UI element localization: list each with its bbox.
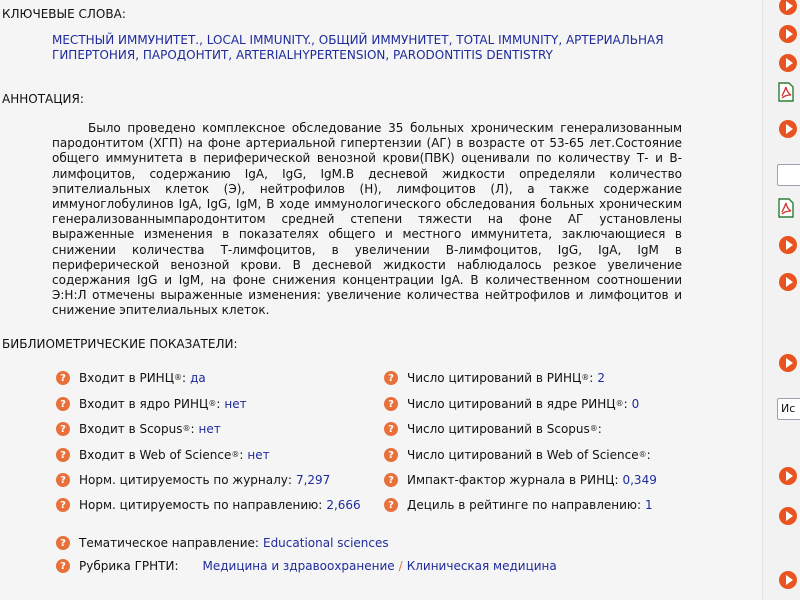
help-icon[interactable]: ? xyxy=(384,473,398,487)
biblio-label: Норм. цитируемость по журналу xyxy=(79,473,288,487)
keyword-link[interactable]: TOTAL IMMUNITY xyxy=(456,33,559,47)
biblio-label: Входит в Web of Science xyxy=(79,448,232,462)
biblio-row: ? Входит в Web of Science ® : нет xyxy=(56,447,270,463)
play-icon[interactable] xyxy=(779,120,797,138)
keywords-list: МЕСТНЫЙ ИММУНИТЕТ., LOCAL IMMUNITY., ОБЩИЙ ИММУНИТЕТ, TOTAL IMMUNITY, АРТЕРИАЛЬНАЯ ГИПЕРТОНИЯ, ПАРОДОНТИТ, ARTERIALHYPERTENSION, PARODONTITIS DENTISTRY xyxy=(52,33,664,62)
thematic-label: Тематическое направление: xyxy=(79,536,259,550)
biblio-value[interactable]: 2 xyxy=(597,371,605,385)
biblio-value[interactable]: нет xyxy=(247,448,270,462)
rubric-label: Рубрика ГРНТИ: xyxy=(79,559,179,573)
biblio-row xyxy=(384,472,657,488)
play-icon[interactable] xyxy=(779,273,797,291)
biblio-label: Число цитирований в Web of Science xyxy=(407,448,639,462)
help-icon[interactable]: ? xyxy=(384,498,398,512)
help-icon[interactable]: ? xyxy=(56,448,70,462)
thematic-row xyxy=(56,535,389,551)
help-icon[interactable]: ? xyxy=(56,559,70,573)
colon: : xyxy=(216,397,221,411)
biblio-label: Входит в Scopus xyxy=(79,422,183,436)
biblio-row: ? Число цитирований в Web of Science ® : xyxy=(384,447,651,463)
pdf-icon[interactable] xyxy=(777,82,795,102)
keyword-link[interactable]: PARODONTITIS DENTISTRY xyxy=(393,48,553,62)
biblio-row: ? Число цитирований в Scopus ® : xyxy=(384,421,602,437)
biblio-row xyxy=(384,497,653,513)
right-sidebar xyxy=(762,0,800,600)
help-icon[interactable]: ? xyxy=(384,371,398,385)
colon: : xyxy=(318,498,323,512)
biblio-value[interactable]: 0 xyxy=(631,397,640,411)
biblio-row: ? Входит в РИНЦ ® : да xyxy=(56,370,206,386)
colon: : xyxy=(239,448,244,462)
help-icon[interactable]: ? xyxy=(56,536,70,550)
keyword-link[interactable]: LOCAL IMMUNITY. xyxy=(206,33,312,47)
rubric-link[interactable]: Клиническая медицина xyxy=(406,559,557,573)
keyword-link[interactable]: ARTERIALHYPERTENSION xyxy=(235,48,386,62)
pdf-icon[interactable] xyxy=(777,198,795,218)
help-icon[interactable]: ? xyxy=(56,422,70,436)
play-icon[interactable] xyxy=(779,54,797,72)
biblio-label: Норм. цитируемость по направлению xyxy=(79,498,319,512)
colon: : xyxy=(637,498,642,512)
help-icon[interactable]: ? xyxy=(384,422,398,436)
biblio-heading: БИБЛИОМЕТРИЧЕСКИЕ ПОКАЗАТЕЛИ: xyxy=(2,337,238,351)
keyword-link[interactable]: ОБЩИЙ ИММУНИТЕТ xyxy=(318,33,449,47)
thematic-link[interactable]: Educational sciences xyxy=(262,536,389,550)
play-icon[interactable] xyxy=(779,571,797,589)
help-icon[interactable]: ? xyxy=(56,371,70,385)
biblio-value[interactable]: 7,297 xyxy=(295,473,331,487)
colon: : xyxy=(190,422,195,436)
keyword-link[interactable]: ПАРОДОНТИТ xyxy=(142,48,229,62)
keyword-link[interactable]: АРТЕРИАЛЬНАЯ ГИПЕРТОНИЯ xyxy=(52,33,664,62)
biblio-value[interactable]: нет xyxy=(224,397,247,411)
biblio-label: Входит в РИНЦ xyxy=(79,371,175,385)
biblio-row: ? Входит в ядро РИНЦ ® : нет xyxy=(56,396,247,412)
play-icon[interactable] xyxy=(779,507,797,525)
biblio-label: Число цитирований в Scopus xyxy=(407,422,590,436)
colon: : xyxy=(623,397,628,411)
colon: : xyxy=(589,371,594,385)
help-icon[interactable]: ? xyxy=(384,448,398,462)
play-icon[interactable] xyxy=(779,354,797,372)
biblio-label: Дециль в рейтинге по направлению xyxy=(407,498,637,512)
biblio-row: ? Число цитирований в РИНЦ ® : 2 xyxy=(384,370,605,386)
keywords-heading: КЛЮЧЕВЫЕ СЛОВА: xyxy=(2,7,126,21)
help-icon[interactable]: ? xyxy=(56,397,70,411)
biblio-row xyxy=(56,497,361,513)
colon: : xyxy=(646,448,651,462)
help-icon[interactable]: ? xyxy=(56,473,70,487)
biblio-label: Импакт-фактор журнала в РИНЦ xyxy=(407,473,615,487)
biblio-value[interactable]: 1 xyxy=(645,498,653,512)
search-input[interactable]: Ис xyxy=(777,398,800,420)
colon: : xyxy=(182,371,187,385)
sidebar-input[interactable] xyxy=(777,164,800,186)
play-icon[interactable] xyxy=(779,25,797,43)
play-icon[interactable] xyxy=(779,236,797,254)
colon: : xyxy=(614,473,619,487)
biblio-value[interactable]: 0,349 xyxy=(622,473,657,487)
help-icon[interactable]: ? xyxy=(384,397,398,411)
abstract-heading: АННОТАЦИЯ: xyxy=(2,92,84,106)
biblio-value[interactable]: да xyxy=(190,371,206,385)
biblio-value[interactable]: нет xyxy=(198,422,221,436)
rubric-separator: / xyxy=(398,559,403,573)
play-icon[interactable] xyxy=(779,467,797,485)
play-icon[interactable] xyxy=(779,0,797,15)
biblio-label: Число цитирований в ядре РИНЦ xyxy=(407,397,616,411)
abstract-text: Было проведено комплексное обследование 35 больных хроническим генерализованным пародонтитом (ХГП) на фоне артериальной гипертензии (АГ) в возрасте от 53-65 лет.Состояние общего иммунитета в периферической венозной крови(ПВК) оценивали по количеству Т- и В-лимфоцитов, содержанию IgA, IgG, IgM.В десневой жидкости определяли количество эпителиальных клеток (Э), нейтрофилов (Н), лимфоцитов (Л), а также содержание иммуноглобулинов IgA, IgG, IgM, В ходе иммунологического обследования больных хроническим генерализованнымпародонтитом средней степени тяжести на фоне АГ установлены выраженные изменения в показателях общего и местного иммунитета, заключающиеся в снижении количества Т-лимфоцитов, в увеличении В-лимфоцитов, IgG, IgA, IgM в периферической венозной крови. В десневой жидкости наблюдалось резкое увеличение содержания IgG и IgM, на фоне снижения концентрации IgA. В количественном соотношении Э:Н:Л отмечены выраженные изменения: увеличение количества нейтрофилов и лимфоцитов и снижение эпителиальных клеток. xyxy=(52,121,682,318)
biblio-label: Число цитирований в РИНЦ xyxy=(407,371,582,385)
biblio-row: ? Число цитирований в ядре РИНЦ ® : 0 xyxy=(384,396,639,412)
rubric-link[interactable]: Медицина и здравоохранение xyxy=(202,559,395,573)
biblio-row: ? Входит в Scopus ® : нет xyxy=(56,421,221,437)
colon: : xyxy=(287,473,292,487)
colon: : xyxy=(597,422,602,436)
keyword-link[interactable]: МЕСТНЫЙ ИММУНИТЕТ. xyxy=(52,33,200,47)
help-icon[interactable]: ? xyxy=(56,498,70,512)
biblio-label: Входит в ядро РИНЦ xyxy=(79,397,209,411)
biblio-value[interactable]: 2,666 xyxy=(326,498,361,512)
rubric-row xyxy=(56,558,557,574)
biblio-row xyxy=(56,472,330,488)
